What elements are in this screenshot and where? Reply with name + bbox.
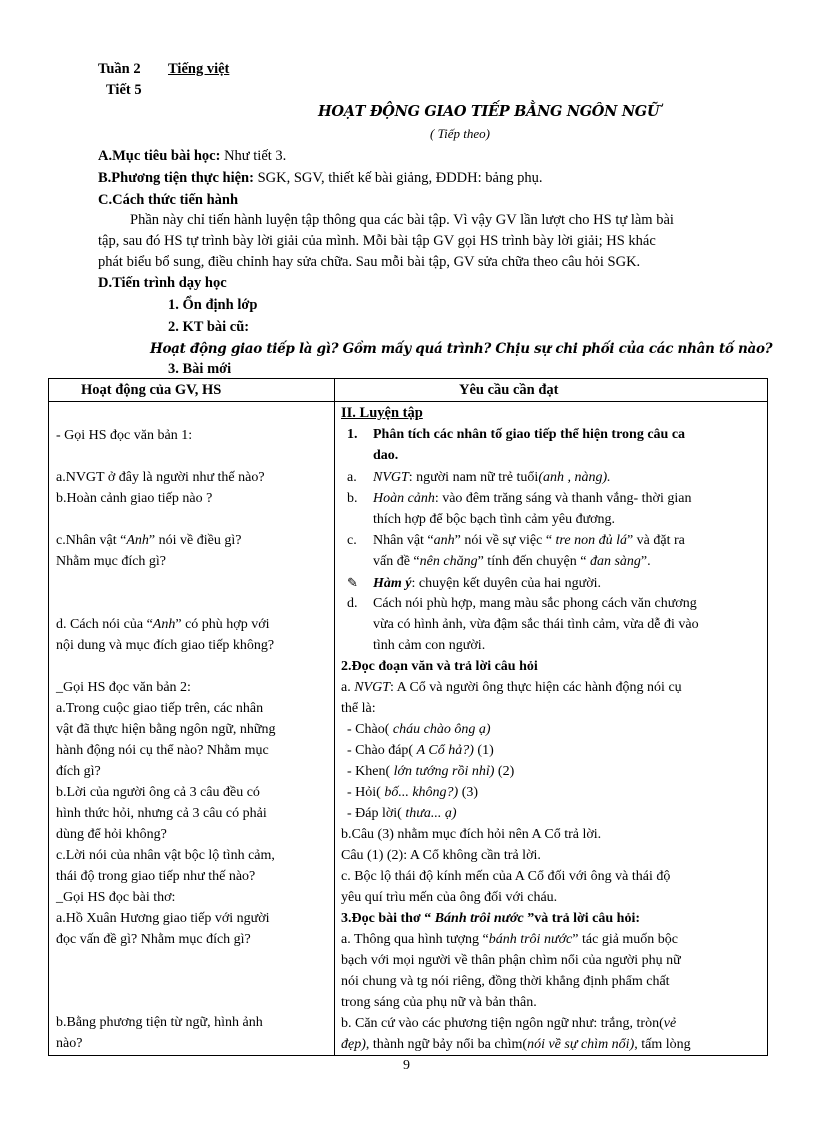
period-label: Tiết 5 bbox=[106, 82, 142, 98]
text: - Đáp lời( bbox=[347, 806, 406, 821]
left-line: nào? bbox=[56, 1036, 83, 1051]
exercise-2-c: c. Bộc lộ thái độ kính mến của A Cổ đối với ông và thái độ bbox=[341, 869, 671, 884]
item-d-cont: vừa có hình ảnh, vừa đậm sắc thái tình cảm, vừa dễ đi vào bbox=[373, 617, 699, 632]
exercise-2-b-cont: Câu (1) (2): A Cổ không cần trả lời. bbox=[341, 848, 541, 863]
left-line bbox=[56, 530, 241, 551]
item-d bbox=[347, 593, 697, 614]
step-1: 1. Ổn định lớp bbox=[168, 297, 258, 313]
exercise-3-a-cont: bạch với mọi người về thân phận chìm nổi của người phụ nữ bbox=[341, 953, 681, 968]
item-d-cont: tình cảm con người. bbox=[373, 638, 486, 653]
text: ” có phù hợp với bbox=[175, 617, 270, 632]
left-line: hình thức hỏi, nhưng cả 3 câu có phải bbox=[56, 806, 267, 821]
exercise-2-a-cont: thể là: bbox=[341, 701, 376, 716]
left-line: vật đã thực hiện bằng ngôn ngữ, những bbox=[56, 722, 276, 737]
text: cháu chào ông ạ) bbox=[392, 722, 491, 737]
action-line bbox=[347, 719, 490, 740]
text: NVGT bbox=[354, 680, 391, 695]
section-c-line-1: Phần này chỉ tiến hành luyện tập thông qua các bài tập. Vì vậy GV lần lượt cho HS tự làm bài bbox=[130, 212, 674, 228]
header-divider bbox=[49, 401, 767, 402]
item-letter: d. bbox=[347, 596, 358, 611]
text: ” tính đến chuyện “ bbox=[477, 554, 590, 569]
text: : vào đêm trăng sáng và thanh vắng- thời gian bbox=[434, 491, 692, 506]
left-line: c.Lời nói của nhân vật bộc lộ tình cảm, bbox=[56, 848, 275, 863]
week-label: Tuần 2 bbox=[98, 61, 141, 77]
text: c.Nhân vật “ bbox=[56, 533, 127, 548]
text: - Chào đáp( bbox=[347, 743, 417, 758]
text: ” nói về sự việc “ bbox=[454, 533, 556, 548]
text: a. bbox=[341, 680, 355, 695]
left-line: hành động nói cụ thể nào? Nhằm mục bbox=[56, 743, 269, 758]
text: ”và trả lời câu hỏi: bbox=[523, 911, 640, 926]
text: đan sàng bbox=[589, 554, 641, 569]
left-line: dùng để hỏi không? bbox=[56, 827, 167, 842]
section-a-label: A.Mục tiêu bài học: bbox=[98, 148, 221, 164]
text: ”. bbox=[640, 554, 651, 569]
exercise-2-a bbox=[341, 677, 682, 698]
exercise-2-b: b.Câu (3) nhằm mục đích hỏi nên A Cổ trả lời. bbox=[341, 827, 602, 842]
text: ” nói về điều gì? bbox=[148, 533, 242, 548]
text: : A Cổ và người ông thực hiện các hành động nói cụ bbox=[390, 680, 682, 695]
text: (1) bbox=[473, 743, 494, 758]
text: Anh bbox=[126, 533, 149, 548]
text: (3) bbox=[458, 785, 479, 800]
section-c-label: C.Cách thức tiến hành bbox=[98, 192, 239, 208]
text: Hoàn cảnh bbox=[373, 491, 435, 506]
section-c-line-2: tập, sau đó HS tự trình bày lời giải của mình. Mỗi bài tập GV gọi HS trình bày lời giải; HS khác bbox=[98, 233, 656, 249]
text: thưa... ạ) bbox=[405, 806, 457, 821]
item-letter: b. bbox=[347, 491, 358, 506]
page-title: HOẠT ĐỘNG GIAO TIẾP BẰNG NGÔN NGỮ bbox=[318, 103, 660, 120]
left-line: đọc vấn đề gì? Nhằm mục đích gì? bbox=[56, 932, 251, 947]
text: A Cổ hả?) bbox=[416, 743, 474, 758]
item-letter: a. bbox=[347, 470, 357, 485]
left-line: a.NVGT ở đây là người như thế nào? bbox=[56, 470, 265, 485]
section-d-label: D.Tiến trình dạy học bbox=[98, 275, 227, 291]
text: , thành ngữ bảy nổi ba chìm( bbox=[365, 1037, 528, 1052]
left-line: b.Bằng phương tiện từ ngữ, hình ảnh bbox=[56, 1015, 263, 1030]
text: 3.Đọc bài thơ “ bbox=[341, 911, 435, 926]
text: anh bbox=[433, 533, 455, 548]
left-line: thái độ trong giao tiếp như thế nào? bbox=[56, 869, 256, 884]
item-c bbox=[347, 530, 685, 551]
left-line: Nhằm mục đích gì? bbox=[56, 554, 167, 569]
text: NVGT bbox=[373, 470, 409, 485]
exercise-3-heading bbox=[341, 908, 640, 929]
section-a bbox=[98, 148, 286, 165]
text: bố... không?) bbox=[384, 785, 459, 800]
text: tre non đủ lá bbox=[555, 533, 627, 548]
text: Hàm ý bbox=[373, 576, 412, 591]
left-line: _Gọi HS đọc bài thơ: bbox=[56, 890, 176, 905]
col2-header: Yêu cầu cần đạt bbox=[459, 382, 559, 398]
left-line: đích gì? bbox=[56, 764, 101, 779]
section-heading: II. Luyện tập bbox=[341, 405, 423, 421]
text: Bánh trôi nước bbox=[434, 911, 524, 926]
subject-label: Tiếng việt bbox=[168, 61, 230, 77]
page-subtitle: ( Tiếp theo) bbox=[430, 126, 490, 141]
exercise-3-b-cont bbox=[341, 1034, 691, 1055]
text: a. Thông qua hình tượng “ bbox=[341, 932, 489, 947]
review-question: Hoạt động giao tiếp là gì? Gồm mấy quá trình? Chịu sự chi phối của các nhân tố nào? bbox=[150, 341, 773, 357]
left-line bbox=[56, 614, 269, 635]
text: vẻ bbox=[663, 1016, 677, 1031]
text: ” và đặt ra bbox=[626, 533, 685, 548]
text: : người nam nữ trẻ tuổi bbox=[408, 470, 539, 485]
section-b-label: B.Phương tiện thực hiện: bbox=[98, 170, 254, 186]
step-2: 2. KT bài cũ: bbox=[168, 319, 250, 335]
item-1-cont: dao. bbox=[373, 448, 399, 463]
text: nên chăng bbox=[419, 554, 478, 569]
text: - Khen( bbox=[347, 764, 394, 779]
item-1 bbox=[347, 424, 685, 445]
action-line bbox=[347, 761, 514, 782]
text: - Chào( bbox=[347, 722, 393, 737]
text: Nhân vật “ bbox=[373, 533, 434, 548]
left-line: b.Hoàn cảnh giao tiếp nào ? bbox=[56, 491, 213, 506]
text: : chuyện kết duyên của hai người. bbox=[411, 576, 602, 591]
text: Phân tích các nhân tố giao tiếp thể hiện trong câu ca bbox=[373, 427, 686, 442]
item-b bbox=[347, 488, 691, 509]
pencil-icon: ✎ bbox=[347, 575, 358, 590]
text: bánh trôi nước bbox=[488, 932, 573, 947]
item-a bbox=[347, 467, 611, 488]
text: vấn đề “ bbox=[373, 554, 420, 569]
item-letter: c. bbox=[347, 533, 357, 548]
text: - Hỏi( bbox=[347, 785, 385, 800]
exercise-3-a bbox=[341, 929, 678, 950]
left-line: _Gọi HS đọc văn bản 2: bbox=[56, 680, 191, 695]
item-number: 1. bbox=[347, 427, 358, 442]
implication-line bbox=[347, 572, 601, 594]
left-line: a.Trong cuộc giao tiếp trên, các nhân bbox=[56, 701, 264, 716]
section-a-text: Như tiết 3. bbox=[220, 148, 287, 164]
column-divider bbox=[334, 379, 335, 1055]
action-line bbox=[347, 740, 494, 761]
text: lớn tướng rồi nhỉ) bbox=[393, 764, 495, 779]
text: đẹp) bbox=[341, 1037, 366, 1052]
text: ” tác giả muốn bộc bbox=[572, 932, 679, 947]
exercise-2-c-cont: yêu quí trìu mến của ông đối với cháu. bbox=[341, 890, 558, 905]
item-c-cont bbox=[373, 551, 651, 572]
exercise-2-heading: 2.Đọc đoạn văn và trả lời câu hỏi bbox=[341, 659, 538, 674]
page-number: 9 bbox=[403, 1058, 410, 1073]
section-c-line-3: phát biểu bổ sung, điều chỉnh hay sửa chữa. Sau mỗi bài tập, GV sửa chữa theo câu hỏi SGK. bbox=[98, 254, 641, 270]
text: d. Cách nói của “ bbox=[56, 617, 153, 632]
exercise-3-a-cont: trong sáng của phụ nữ và bản thân. bbox=[341, 995, 537, 1010]
exercise-3-b bbox=[341, 1013, 676, 1034]
left-line: a.Hồ Xuân Hương giao tiếp với người bbox=[56, 911, 270, 926]
action-line bbox=[347, 803, 457, 824]
left-line: - Gọi HS đọc văn bản 1: bbox=[56, 428, 193, 443]
text: nói về sự chìm nổi) bbox=[527, 1037, 635, 1052]
left-line: b.Lời của người ông cả 3 câu đều có bbox=[56, 785, 260, 800]
text: (anh , nàng). bbox=[538, 470, 611, 485]
text: , tấm lòng bbox=[634, 1037, 691, 1052]
lesson-table bbox=[48, 378, 768, 1056]
col1-header: Hoạt động của GV, HS bbox=[81, 382, 222, 398]
text: Anh bbox=[152, 617, 176, 632]
text: Cách nói phù hợp, mang màu sắc phong cách văn chương bbox=[373, 596, 697, 611]
step-3: 3. Bài mới bbox=[168, 361, 232, 377]
text: (2) bbox=[494, 764, 515, 779]
action-line bbox=[347, 782, 478, 803]
text: b. Căn cứ vào các phương tiện ngôn ngữ như: trắng, tròn( bbox=[341, 1016, 664, 1031]
left-line: nội dung và mục đích giao tiếp không? bbox=[56, 638, 275, 653]
exercise-3-a-cont: nói chung và tg nói riêng, đồng thời khẳng định phẩm chất bbox=[341, 974, 670, 989]
item-b-cont: thích hợp để bộc bạch tình cảm yêu đương. bbox=[373, 512, 616, 527]
section-b-text: SGK, SGV, thiết kế bài giảng, ĐDDH: bảng phụ. bbox=[253, 170, 543, 186]
section-b bbox=[98, 170, 542, 187]
